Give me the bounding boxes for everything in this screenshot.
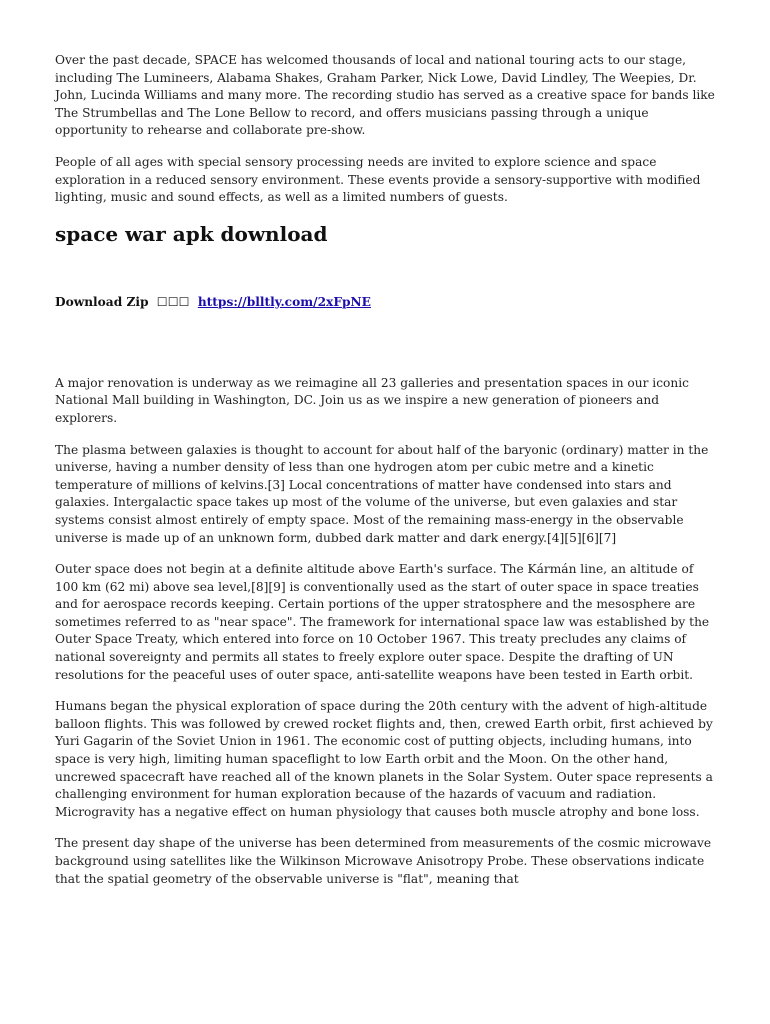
paragraph-renovation: A major renovation is underway as we reimagine all 23 galleries and presentation spaces in our iconic National Mall building in Washington, DC. Join us as we inspire a new generation of pioneers and explorers. — [55, 375, 689, 425]
paragraph-spaces-history: Over the past decade, SPACE has welcomed thousands of local and national touring acts to our stage, including The Lumineers, Alabama Shakes, Graham Parker, Nick Lowe, David Lindley, The Weepies, Dr. John, Lucinda Williams and many more. The recording studio has served as a creative space for bands like The Strumbellas and The Lone Bellow to record, and offers musicians passing through a unique opportunity to rehearse and collaborate pre-show. — [55, 53, 715, 138]
paragraph-universe-shape: The present day shape of the universe has been determined from measurements of the cosmic microwave background using satellites like the Wilkinson Microwave Anisotropy Probe. These observations indicate that the spatial geometry of the observable universe is "flat", meaning that — [55, 836, 712, 886]
paragraph-outer-space-boundary: Outer space does not begin at a definite altitude above Earth's surface. The Kármán line, an altitude of 100 km (62 mi) above sea level,[8][9] is conventionally used as the start of outer space in space treaties and for aerospace records keeping. Certain portions of the upper stratosphere and the mesosphere are sometimes referred to as "near space". The framework for international space law was established by the Outer Space Treaty, which entered into force on 10 October 1967. This treaty precludes any claims of national sovereignty and permits all states to freely explore outer space. Despite the drafting of UN resolutions for the peaceful uses of outer space, anti-satellite weapons have been tested in Earth orbit. — [55, 562, 710, 682]
paragraph-sensory-events: People of all ages with special sensory processing needs are invited to explore science and space exploration in a reduced sensory environment. These events provide a sensory-supportive with modified lighting, music and sound effects, as well as a limited numbers of guests. — [55, 154, 701, 205]
download-arrow-icon: ☐☐☐ — [156, 294, 190, 309]
document-page — [55, 52, 715, 902]
spacer — [55, 311, 715, 375]
download-link[interactable]: https://blltly.com/2xFpNE — [197, 294, 371, 309]
paragraph-intergalactic-plasma: The plasma between galaxies is thought to account for about half of the baryonic (ordinary) matter in the universe, having a number density of less than one hydrogen atom per cubic metre and a kinetic temperature of millions of kelvins.[3] Local concentrations of matter have condensed into stars and galaxies. Intergalactic space takes up most of the volume of the universe, but even galaxies and star systems consist almost entirely of empty space. Most of the remaining mass-energy in the observable universe is made up of an unknown form, dubbed dark matter and dark energy.[4][5][6][7] — [55, 442, 709, 545]
download-label: Download Zip — [55, 294, 149, 309]
download-line — [55, 293, 715, 311]
page-title: space war apk download — [55, 221, 328, 246]
paragraph-space-exploration: Humans began the physical exploration of space during the 20th century with the advent of high-altitude balloon flights. This was followed by crewed rocket flights and, then, crewed Earth orbit, first achieved by Yuri Gagarin of the Soviet Union in 1961. The economic cost of putting objects, including humans, into space is very high, limiting human spaceflight to low Earth orbit and the Moon. On the other hand, uncrewed spacecraft have reached all of the known planets in the Solar System. Outer space represents a challenging environment for human exploration because of the hazards of vacuum and radiation. Microgravity has a negative effect on human physiology that causes both muscle atrophy and bone loss. — [55, 699, 713, 819]
